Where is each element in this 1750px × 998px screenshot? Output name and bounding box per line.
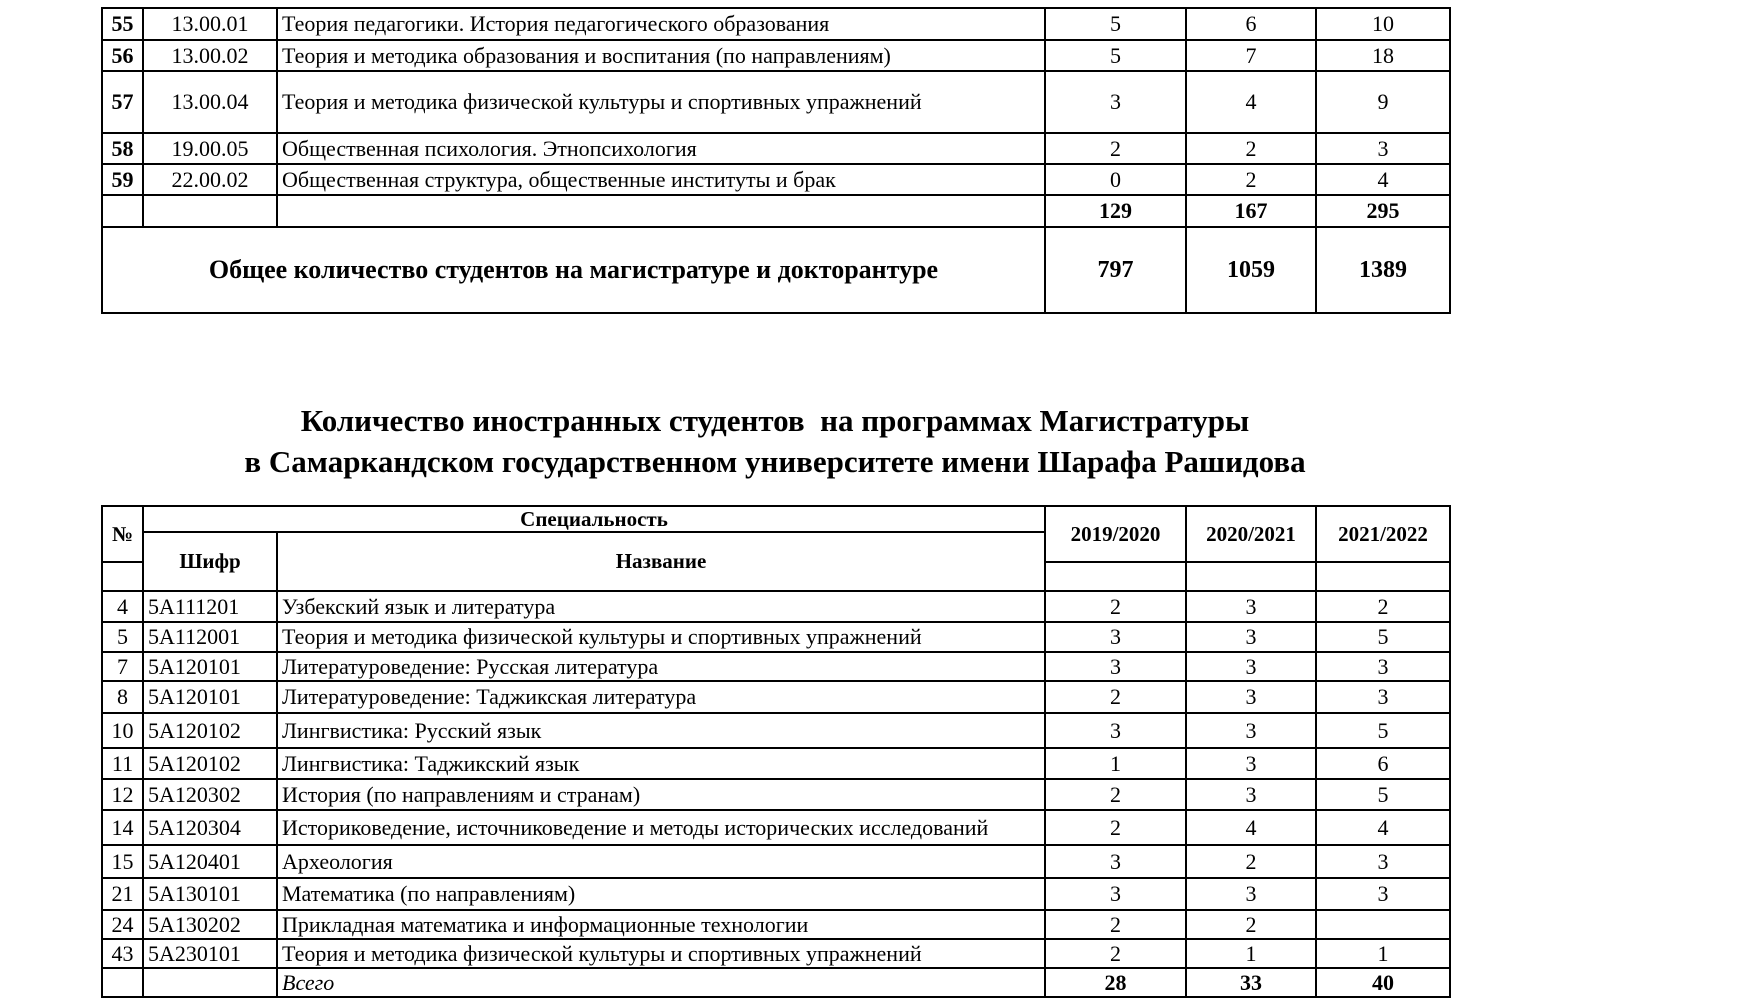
row-number: 12: [102, 779, 143, 810]
row-number: 11: [102, 748, 143, 779]
row-value-2: 3: [1186, 591, 1316, 622]
row-value-3: [1316, 910, 1450, 939]
table-row: [102, 910, 1450, 939]
row-number: 7: [102, 652, 143, 681]
row-code: 5A120102: [143, 713, 277, 748]
row-name: Общественная структура, общественные институты и брак: [277, 164, 1045, 195]
header-year-3: 2021/2022: [1316, 506, 1450, 562]
row-value-3: 5: [1316, 622, 1450, 652]
row-value-2: 3: [1186, 652, 1316, 681]
table-row: [102, 40, 1450, 71]
grand-total-value-2: 1059: [1186, 227, 1316, 313]
row-value-1: 2: [1045, 681, 1186, 713]
header-name: Название: [277, 532, 1045, 591]
row-value-2: 3: [1186, 713, 1316, 748]
row-name: Теория и методика физической культуры и спортивных упражнений: [277, 622, 1045, 652]
total-value-1: 28: [1045, 968, 1186, 997]
row-value-1: 3: [1045, 878, 1186, 910]
row-name: Теория и методика физической культуры и спортивных упражнений: [277, 71, 1045, 133]
subtotal-row: [102, 195, 1450, 227]
row-value-1: 3: [1045, 845, 1186, 878]
row-name: Археология: [277, 845, 1045, 878]
header-code: Шифр: [143, 532, 277, 591]
row-name: Прикладная математика и информационные технологии: [277, 910, 1045, 939]
row-number: 43: [102, 939, 143, 968]
row-value-1: 0: [1045, 164, 1186, 195]
total-value-2: 33: [1186, 968, 1316, 997]
masters-doctorate-table: [101, 7, 1451, 314]
row-name: Узбекский язык и литература: [277, 591, 1045, 622]
row-value-1: 2: [1045, 779, 1186, 810]
table-header: [102, 506, 1450, 591]
empty-cell: [143, 195, 277, 227]
row-code: 22.00.02: [143, 164, 277, 195]
row-code: 5A120302: [143, 779, 277, 810]
row-name: Теория и методика физической культуры и спортивных упражнений: [277, 939, 1045, 968]
empty-cell: [102, 562, 143, 591]
row-value-3: 3: [1316, 878, 1450, 910]
row-code: 5A111201: [143, 591, 277, 622]
empty-cell: [102, 968, 143, 997]
table-row: [102, 779, 1450, 810]
row-value-2: 2: [1186, 910, 1316, 939]
table-row: [102, 71, 1450, 133]
row-number: 56: [102, 40, 143, 71]
empty-cell: [102, 195, 143, 227]
table-row: [102, 164, 1450, 195]
header-number: №: [102, 506, 143, 562]
row-number: 55: [102, 8, 143, 40]
table-row: [102, 878, 1450, 910]
header-year-1: 2019/2020: [1045, 506, 1186, 562]
row-value-3: 4: [1316, 164, 1450, 195]
row-code: 5A120101: [143, 652, 277, 681]
row-code: 5A120102: [143, 748, 277, 779]
row-value-3: 6: [1316, 748, 1450, 779]
row-value-2: 3: [1186, 779, 1316, 810]
empty-cell: [143, 968, 277, 997]
total-label: Всего: [277, 968, 1045, 997]
row-number: 59: [102, 164, 143, 195]
section-title-line-2: в Самаркандском государственном университете имени Шарафа Рашидова: [244, 444, 1306, 479]
header-specialty: Специальность: [143, 506, 1045, 532]
table-row: [102, 622, 1450, 652]
row-value-2: 4: [1186, 810, 1316, 845]
row-number: 8: [102, 681, 143, 713]
row-value-2: 3: [1186, 878, 1316, 910]
row-value-3: 5: [1316, 713, 1450, 748]
row-value-1: 3: [1045, 622, 1186, 652]
row-value-2: 6: [1186, 8, 1316, 40]
table-row: [102, 652, 1450, 681]
table-row: [102, 8, 1450, 40]
row-number: 14: [102, 810, 143, 845]
row-value-2: 2: [1186, 133, 1316, 164]
top-table-body: [102, 8, 1450, 313]
row-number: 15: [102, 845, 143, 878]
row-value-2: 2: [1186, 164, 1316, 195]
total-row: [102, 968, 1450, 997]
row-value-2: 2: [1186, 845, 1316, 878]
row-number: 5: [102, 622, 143, 652]
row-name: Теория педагогики. История педагогического образования: [277, 8, 1045, 40]
row-value-3: 3: [1316, 133, 1450, 164]
table-row: [102, 133, 1450, 164]
row-code: 5A120101: [143, 681, 277, 713]
row-value-2: 1: [1186, 939, 1316, 968]
row-code: 5A230101: [143, 939, 277, 968]
row-value-1: 1: [1045, 748, 1186, 779]
row-number: 21: [102, 878, 143, 910]
table-row: [102, 810, 1450, 845]
grand-total-value-1: 797: [1045, 227, 1186, 313]
empty-cell: [277, 195, 1045, 227]
row-code: 5A130101: [143, 878, 277, 910]
row-value-1: 5: [1045, 8, 1186, 40]
row-value-1: 2: [1045, 591, 1186, 622]
row-code: 13.00.02: [143, 40, 277, 71]
empty-cell: [1316, 562, 1450, 591]
row-name: Лингвистика: Таджикский язык: [277, 748, 1045, 779]
row-code: 5A130202: [143, 910, 277, 939]
row-name: История (по направлениям и странам): [277, 779, 1045, 810]
row-code: 13.00.04: [143, 71, 277, 133]
row-value-1: 2: [1045, 810, 1186, 845]
row-value-3: 1: [1316, 939, 1450, 968]
row-number: 4: [102, 591, 143, 622]
row-value-3: 18: [1316, 40, 1450, 71]
row-number: 57: [102, 71, 143, 133]
row-number: 10: [102, 713, 143, 748]
grand-total-label: Общее количество студентов на магистратуре и докторантуре: [102, 227, 1045, 313]
header-row: [102, 506, 1450, 532]
row-value-1: 3: [1045, 71, 1186, 133]
row-value-1: 2: [1045, 910, 1186, 939]
row-value-3: 3: [1316, 845, 1450, 878]
row-number: 24: [102, 910, 143, 939]
row-value-3: 9: [1316, 71, 1450, 133]
row-name: Общественная психология. Этнопсихология: [277, 133, 1045, 164]
row-value-3: 10: [1316, 8, 1450, 40]
row-value-3: 3: [1316, 681, 1450, 713]
row-value-1: 3: [1045, 713, 1186, 748]
row-value-2: 3: [1186, 622, 1316, 652]
row-value-1: 2: [1045, 133, 1186, 164]
row-value-3: 4: [1316, 810, 1450, 845]
row-value-2: 3: [1186, 681, 1316, 713]
row-value-2: 7: [1186, 40, 1316, 71]
foreign-students-table: [101, 505, 1451, 998]
row-name: Литературоведение: Русская литература: [277, 652, 1045, 681]
subtotal-value-3: 295: [1316, 195, 1450, 227]
row-number: 58: [102, 133, 143, 164]
total-value-3: 40: [1316, 968, 1450, 997]
grand-total-value-3: 1389: [1316, 227, 1450, 313]
section-title-line-1: Количество иностранных студентов на программах Магистратуры: [300, 403, 1250, 438]
table-row: [102, 713, 1450, 748]
row-value-1: 2: [1045, 939, 1186, 968]
row-value-2: 3: [1186, 748, 1316, 779]
row-name: Лингвистика: Русский язык: [277, 713, 1045, 748]
row-code: 13.00.01: [143, 8, 277, 40]
subtotal-value-2: 167: [1186, 195, 1316, 227]
row-code: 5A112001: [143, 622, 277, 652]
table-body: [102, 591, 1450, 997]
table-row: [102, 939, 1450, 968]
row-name: Теория и методика образования и воспитания (по направлениям): [277, 40, 1045, 71]
row-code: 19.00.05: [143, 133, 277, 164]
table-row: [102, 748, 1450, 779]
row-value-2: 4: [1186, 71, 1316, 133]
table-row: [102, 845, 1450, 878]
subtotal-value-1: 129: [1045, 195, 1186, 227]
row-value-1: 5: [1045, 40, 1186, 71]
row-value-1: 3: [1045, 652, 1186, 681]
row-value-3: 2: [1316, 591, 1450, 622]
row-code: 5A120401: [143, 845, 277, 878]
empty-cell: [1045, 562, 1186, 591]
table-row: [102, 591, 1450, 622]
row-code: 5A120304: [143, 810, 277, 845]
row-name: Литературоведение: Таджикская литература: [277, 681, 1045, 713]
row-name: Математика (по направлениям): [277, 878, 1045, 910]
grand-total-row: [102, 227, 1450, 313]
table-row: [102, 681, 1450, 713]
section-title: [101, 400, 1449, 482]
empty-cell: [1186, 562, 1316, 591]
row-value-3: 5: [1316, 779, 1450, 810]
row-name: Историковедение, источниковедение и методы исторических исследований: [277, 810, 1045, 845]
row-value-3: 3: [1316, 652, 1450, 681]
header-year-2: 2020/2021: [1186, 506, 1316, 562]
